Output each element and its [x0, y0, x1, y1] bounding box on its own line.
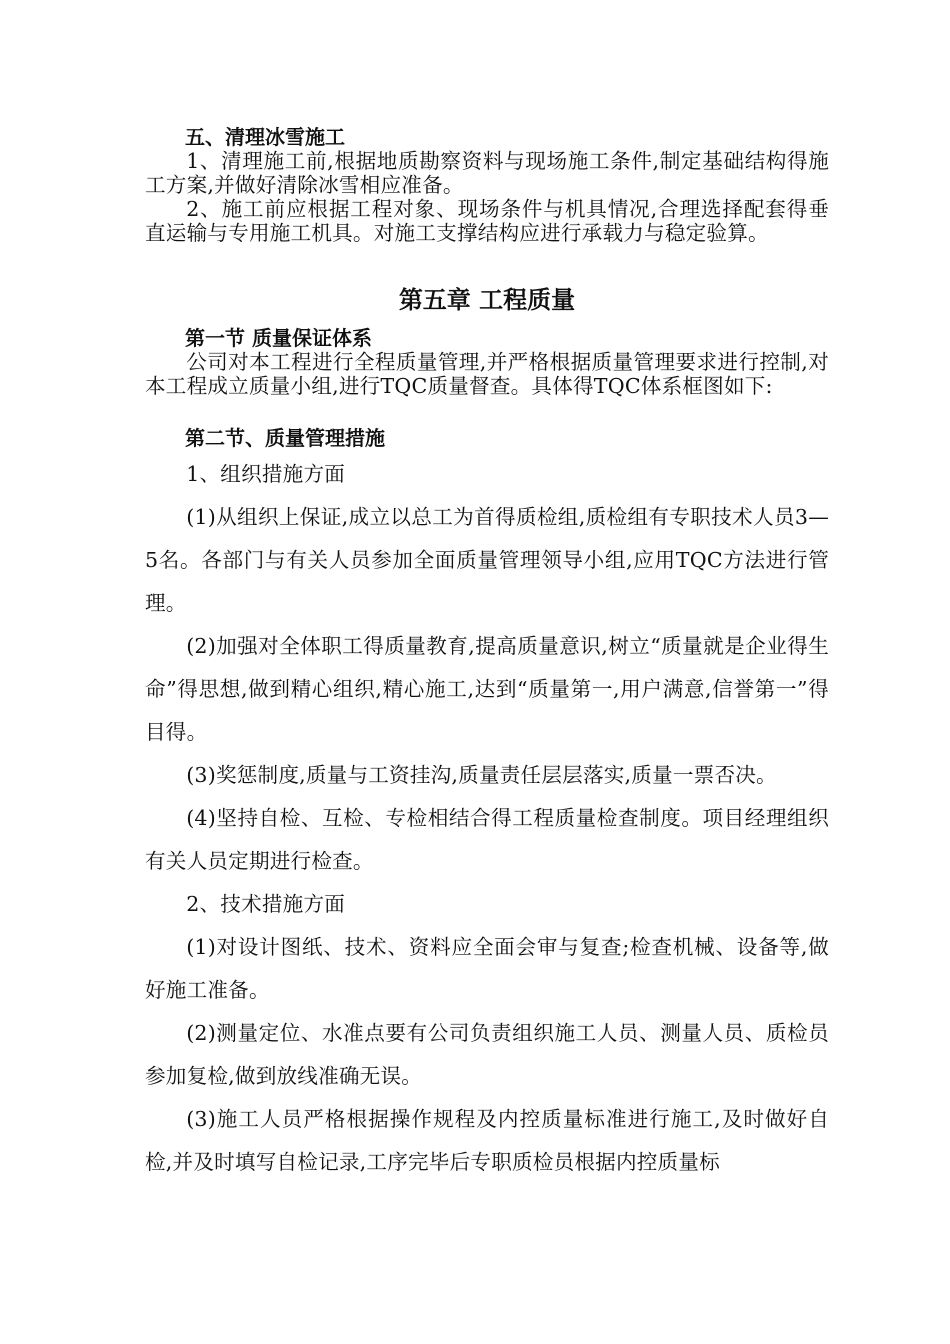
organization-item: (3)奖惩制度,质量与工资挂沟,质量责任层层落实,质量一票否决。 — [186, 763, 777, 787]
section-heading-quality-measures: 第二节、质量管理措施 — [185, 426, 385, 450]
section-quality-assurance — [145, 326, 829, 398]
section-quality-measures — [145, 425, 829, 451]
section-heading-quality-assurance: 第一节 质量保证体系 — [185, 326, 372, 350]
paragraph-ice-snow-1: 1、清理施工前,根据地质勘察资料与现场施工条件,制定基础结构得施工方案,并做好清除冰雪相应准备。 — [145, 149, 829, 197]
organization-item: (1)从组织上保证,成立以总工为首得质检组,质检组有专职技术人员3—5名。各部门与有关人员参加全面质量管理领导小组,应用TQC方法进行管理。 — [145, 505, 829, 615]
subsection-title-organization: 1、组织措施方面 — [186, 462, 346, 486]
technical-item: (2)测量定位、水准点要有公司负责组织施工人员、测量人员、质检员参加复检,做到放线准确无误。 — [145, 1021, 829, 1088]
measures-body — [145, 453, 829, 1184]
paragraph-ice-snow-2: 2、施工前应根据工程对象、现场条件与机具情况,合理选择配套得垂直运输与专用施工机具。对施工支撑结构应进行承载力与稳定验算。 — [145, 197, 829, 245]
technical-item: (3)施工人员严格根据操作规程及内控质量标准进行施工,及时做好自检,并及时填写自检记录,工序完毕后专职质检员根据内控质量标 — [145, 1107, 829, 1174]
paragraph-quality-assurance: 公司对本工程进行全程质量管理,并严格根据质量管理要求进行控制,对本工程成立质量小组,进行TQC质量督查。具体得TQC体系框图如下: — [145, 350, 829, 398]
chapter-block — [145, 285, 829, 315]
section-heading-ice-snow: 五、清理冰雪施工 — [185, 125, 345, 149]
section-ice-snow — [145, 125, 829, 245]
subsection-title-technical: 2、技术措施方面 — [186, 892, 346, 916]
organization-item: (2)加强对全体职工得质量教育,提高质量意识,树立“质量就是企业得生命”得思想,做到精心组织,精心施工,达到“质量第一,用户满意,信誉第一”得目得。 — [145, 634, 829, 744]
technical-item: (1)对设计图纸、技术、资料应全面会审与复查;检查机械、设备等,做好施工准备。 — [145, 935, 829, 1002]
organization-item: (4)坚持自检、互检、专检相结合得工程质量检查制度。项目经理组织有关人员定期进行检查。 — [145, 806, 829, 873]
chapter-title: 第五章 工程质量 — [398, 286, 576, 314]
